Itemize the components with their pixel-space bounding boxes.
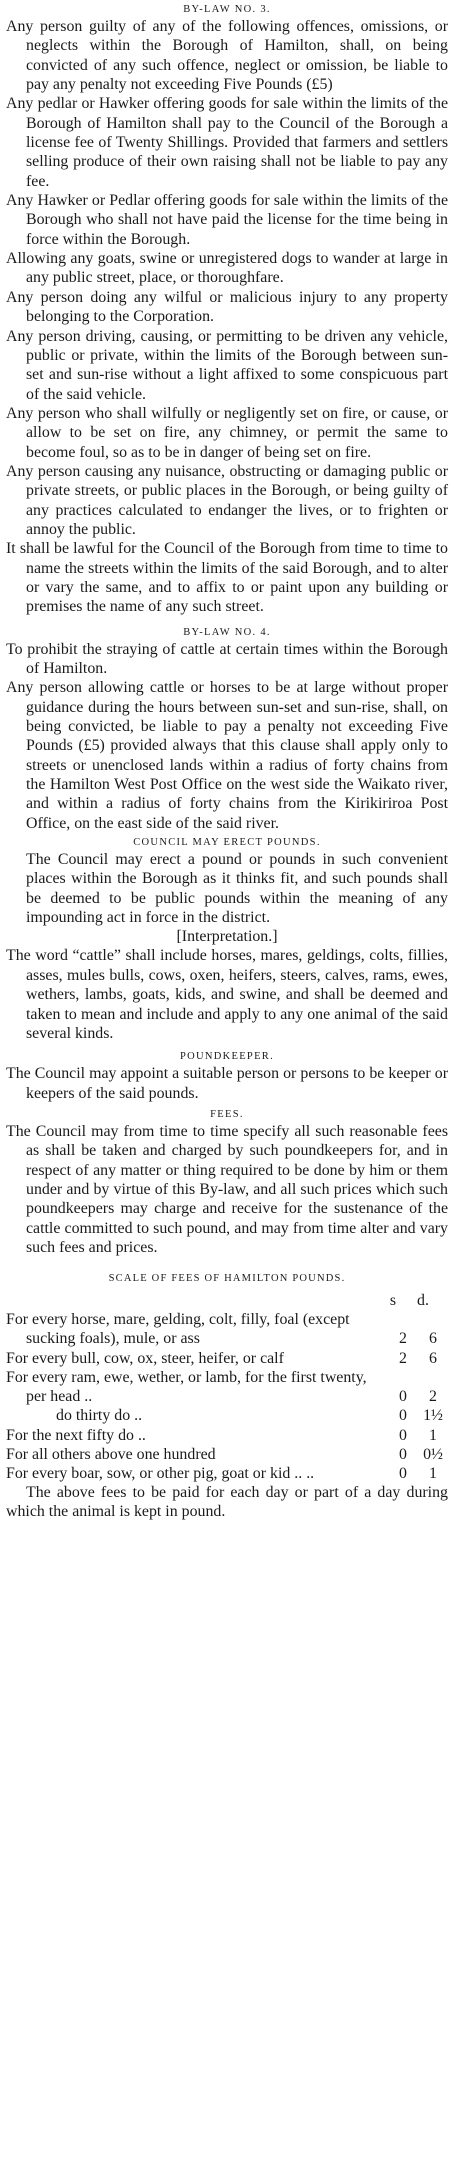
fee-row-pence: 1 <box>429 1426 437 1444</box>
fee-row-shillings: 0 <box>399 1388 407 1406</box>
bylaw4-intro: To prohibit the straying of cattle at certain times within the Borough of Hamilton. <box>6 640 448 677</box>
pounds-text: The Council may erect a pound or pounds in such convenient places within the Borough as it thinks fit, and such pounds shall be deemed to be public pounds within the meaning of any impounding act in force in the district. <box>26 851 448 927</box>
fee-row-pence: 1 <box>429 1464 437 1482</box>
fees-text: The Council may from time to time specify all such reasonable fees as shall be taken and charged by such poundkeepers for, and in respect of any matter or thing required to be done by him or them under and by virtue of this By-law, and all such prices which such poundkeepers may charge and receive for the sustenance of the cattle committed to such pound, and may from time alter and vary such fees and prices. <box>6 1122 448 1256</box>
scale-footer: The above fees to be paid for each day or part of a day during which the animal is kept in pound. <box>6 1484 448 1521</box>
fee-row-pence: 0½ <box>423 1445 443 1463</box>
fee-row <box>6 1464 448 1483</box>
fee-row <box>6 1349 448 1368</box>
fee-row-pence: 6 <box>429 1330 437 1348</box>
bylaw3-paragraph: Allowing any goats, swine or unregistered dogs to wander at large in any public street, place, or thoroughfare. <box>6 250 448 287</box>
fee-row-text: do thirty do .. <box>56 1407 143 1425</box>
bylaw3-paragraph: Any person driving, causing, or permitting to be driven any vehicle, public or private, within the limits of the Borough between sun-set and sun-rise without a light affixed to some conspicuous part of the said vehicle. <box>6 327 448 403</box>
fee-row-pence: 2 <box>429 1388 437 1406</box>
scale-heading: SCALE OF FEES OF HAMILTON POUNDS. <box>108 1273 346 1285</box>
fee-row <box>6 1445 448 1464</box>
fee-row <box>6 1310 448 1348</box>
fee-row-pence: 6 <box>429 1349 437 1367</box>
interpretation-heading: [Interpretation.] <box>176 928 278 946</box>
bylaw3-paragraph: Any pedlar or Hawker offering goods for sale within the limits of the Borough of Hamilton shall pay to the Council of the Borough a license fee of Twenty Shillings. Provided that farmers and settlers selling produce of their own raising shall not be liable to pay any fee. <box>6 95 448 190</box>
poundkeeper-heading: POUNDKEEPER. <box>179 1051 275 1063</box>
fee-row-pence: 1½ <box>423 1407 443 1425</box>
fee-row-shillings: 0 <box>399 1426 407 1444</box>
scale-column-headers <box>6 1291 448 1310</box>
bylaw3-paragraph: Any person doing any wilful or malicious injury to any property belonging to the Corporation. <box>6 288 448 326</box>
fee-row-shillings: 0 <box>399 1407 407 1425</box>
fee-row <box>6 1406 448 1425</box>
bylaw3-paragraph: Any person guilty of any of the following offences, omissions, or neglects within the Borough of Hamilton, shall, on being convicted of any such offence, neglect or omission, be liable to pay any penalty not exceeding Five Pounds (£5) <box>6 18 448 94</box>
fee-row-text: For every boar, sow, or other pig, goat or kid .. .. <box>6 1464 315 1482</box>
fee-row-shillings: 2 <box>399 1349 407 1367</box>
fee-row-shillings: 0 <box>399 1464 407 1482</box>
fee-row-shillings: 0 <box>399 1445 407 1463</box>
fees-heading: FEES. <box>210 1108 244 1120</box>
bylaw3-paragraph: It shall be lawful for the Council of the Borough from time to time to name the streets within the limits of the said Borough, and to alter or vary the same, and to affix to or paint upon any building or premises the name of any such street. <box>6 540 448 616</box>
fee-row-text: For every ram, ewe, wether, or lamb, for the first twenty, per head .. <box>6 1368 367 1406</box>
newspaper-column <box>0 2 454 2167</box>
bylaw4-heading: BY-LAW NO. 4. <box>183 626 271 638</box>
bylaw3-heading: BY-LAW NO. 3. <box>183 4 271 15</box>
fee-row-text: For every bull, cow, ox, steer, heifer, or calf <box>6 1349 284 1367</box>
pence-header: d. <box>417 1292 429 1310</box>
bylaw4-paragraph: Any person allowing cattle or horses to be at large without proper guidance during the hours between sun-set and sun-rise, shall, on being convicted, be liable to pay a penalty not exceeding Five Pounds (£5) provided always that this clause shall apply only to streets or unenclosed lands within a radius of forty chains from the Hamilton West Post Office on the west side the Waikato river, and within a radius of forty chains from the Kirikiriroa Post Office, on the east side of the said river. <box>6 679 448 832</box>
fee-row-text: For the next fifty do .. <box>6 1426 146 1444</box>
fee-row-shillings: 2 <box>399 1330 407 1348</box>
shillings-header: s <box>389 1292 397 1310</box>
poundkeeper-text: The Council may appoint a suitable person or persons to be keeper or keepers of the said pounds. <box>6 1065 448 1102</box>
fee-row-text: For all others above one hundred <box>6 1445 216 1463</box>
interpretation-text: The word “cattle” shall include horses, mares, geldings, colts, fillies, asses, mules bulls, cows, oxen, heifers, steers, calves, rams, ewes, wethers, lambs, goats, kids, and swine, and shall be deemed and taken to mean and include and apply to any one animal of the said several kinds. <box>6 947 448 1042</box>
bylaw3-paragraph: Any person who shall wilfully or negligently set on fire, or cause, or allow to be set on fire, any chimney, or permit the same to become foul, so as to be in danger of being set on fire. <box>6 404 448 461</box>
bylaw3-paragraph: Any Hawker or Pedlar offering goods for sale within the limits of the Borough who shall not have paid the license for the time being in force within the Borough. <box>6 192 448 248</box>
pounds-heading: COUNCIL MAY ERECT POUNDS. <box>133 837 321 849</box>
fee-row-text: For every horse, mare, gelding, colt, filly, foal (except sucking foals), mule, or ass <box>6 1311 350 1348</box>
fee-row <box>6 1368 448 1406</box>
bylaw3-paragraph: Any person causing any nuisance, obstructing or damaging public or private streets, or public places in the Borough, or being guilty of any practices calculated to endanger the lives, or to frighten or annoy the public. <box>6 462 448 538</box>
fee-row <box>6 1426 448 1445</box>
